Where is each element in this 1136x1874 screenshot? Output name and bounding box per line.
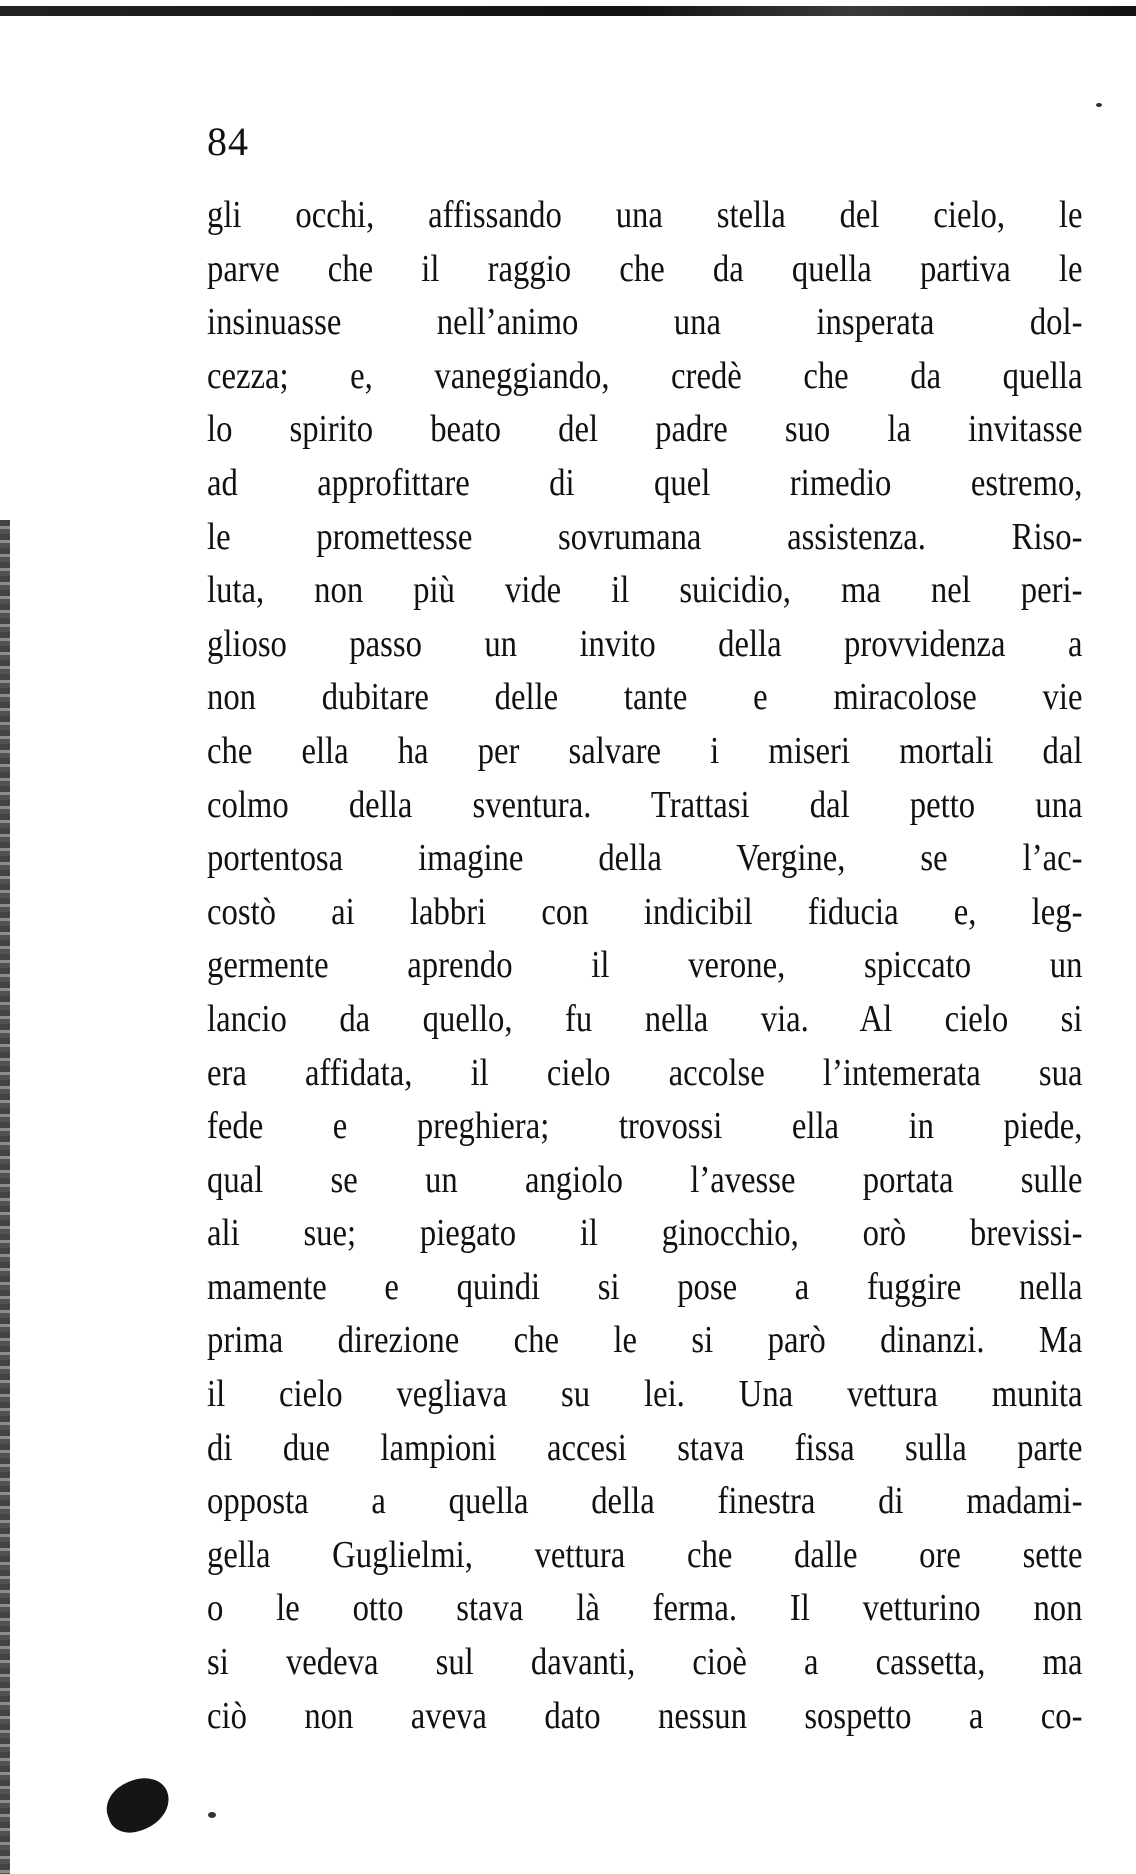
text-line-5: lo spirito beato del padre suo la invitasse bbox=[207, 408, 1083, 451]
text-line-17: era affidata, il cielo accolse l’intemerata sua bbox=[207, 1051, 1083, 1094]
text-line-10: non dubitare delle tante e miracolose vie bbox=[207, 676, 1083, 719]
ink-speck bbox=[208, 1812, 216, 1818]
ink-speck bbox=[1096, 103, 1102, 107]
text-line-25: opposta a quella della finestra di madami- bbox=[207, 1480, 1083, 1523]
text-line-19: qual se un angiolo l’avesse portata sulle bbox=[207, 1158, 1083, 1201]
text-line-23: il cielo vegliava su lei. Una vettura munita bbox=[207, 1373, 1083, 1416]
text-line-27: o le otto stava là ferma. Il vetturino non bbox=[207, 1587, 1083, 1630]
text-line-20: ali sue; piegato il ginocchio, orò brevissi- bbox=[207, 1212, 1083, 1255]
text-line-18: fede e preghiera; trovossi ella in piede, bbox=[207, 1105, 1083, 1148]
text-line-16: lancio da quello, fu nella via. Al cielo si bbox=[207, 997, 1083, 1040]
text-line-3: insinuasse nell’animo una insperata dol- bbox=[207, 301, 1083, 344]
text-line-7: le promettesse sovrumana assistenza. Riso- bbox=[207, 515, 1083, 558]
text-line-24: di due lampioni accesi stava fissa sulla parte bbox=[207, 1426, 1083, 1469]
text-line-2: parve che il raggio che da quella partiva le bbox=[207, 247, 1083, 290]
left-binding-edge bbox=[0, 520, 10, 1874]
text-line-28: si vedeva sul davanti, cioè a cassetta, ma bbox=[207, 1641, 1083, 1684]
text-line-29: ciò non aveva dato nessun sospetto a co- bbox=[207, 1694, 1083, 1737]
page-number: 84 bbox=[207, 119, 249, 164]
top-page-edge bbox=[0, 6, 1136, 16]
text-line-12: colmo della sventura. Trattasi dal petto una bbox=[207, 783, 1083, 826]
ink-blot bbox=[99, 1771, 176, 1840]
text-line-15: germente aprendo il verone, spiccato un bbox=[207, 944, 1083, 987]
text-line-14: costò ai labbri con indicibil fiducia e, leg- bbox=[207, 890, 1083, 933]
body-text bbox=[207, 189, 1083, 1743]
text-line-21: mamente e quindi si pose a fuggire nella bbox=[207, 1265, 1083, 1308]
text-line-1: gli occhi, affissando una stella del cielo, le bbox=[207, 194, 1083, 236]
text-line-6: ad approfittare di quel rimedio estremo, bbox=[207, 461, 1083, 504]
text-line-11: che ella ha per salvare i miseri mortali dal bbox=[207, 729, 1083, 772]
text-line-4: cezza; e, vaneggiando, credè che da quella bbox=[207, 354, 1083, 397]
text-line-26: gella Guglielmi, vettura che dalle ore sette bbox=[207, 1533, 1083, 1576]
text-line-22: prima direzione che le si parò dinanzi. Ma bbox=[207, 1319, 1083, 1362]
text-line-9: glioso passo un invito della provvidenza a bbox=[207, 622, 1083, 665]
text-line-8: luta, non più vide il suicidio, ma nel peri- bbox=[207, 569, 1083, 612]
text-line-13: portentosa imagine della Vergine, se l’ac- bbox=[207, 837, 1083, 880]
